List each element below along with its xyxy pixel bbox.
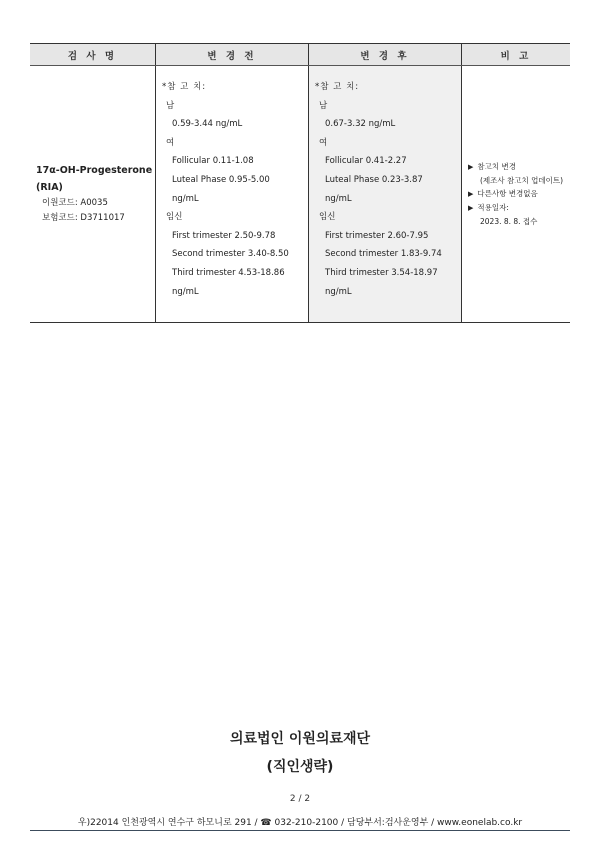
before-ref-female-unit: ng/mL (172, 193, 199, 204)
header-after: 변 경 후 (308, 44, 461, 65)
after-ref-third-trimester: Third trimester 3.54-18.97 (325, 267, 438, 278)
before-ref-male-label: 남 (166, 100, 175, 111)
triangle-bullet-icon: ▶ (468, 204, 474, 212)
before-ref-follicular: Follicular 0.11-1.08 (172, 156, 254, 167)
before-ref-luteal: Luteal Phase 0.95-5.00 (172, 174, 270, 185)
footer-contact: 우)22014 인천광역시 연수구 하모니로 291 / ☎ 032-210-2100 / 담당부서:검사운영부 / www.eonelab.co.kr (77, 818, 523, 828)
before-ref-pregnancy-unit: ng/mL (172, 286, 199, 297)
remark-subtext: (제조사 참고치 업데이트) (480, 176, 564, 185)
remark-effective-date: 2023. 8. 8. 접수 (480, 217, 538, 226)
before-ref-first-trimester: First trimester 2.50-9.78 (172, 230, 276, 241)
organization-name: 의료법인 이원의료재단 (229, 731, 371, 747)
test-name: 17α-OH-Progesterone (36, 165, 153, 176)
after-ref-pregnancy-label: 임신 (319, 212, 336, 223)
triangle-bullet-icon: ▶ (468, 163, 474, 171)
test-name-cell (30, 66, 155, 322)
remark-text: 참고치 변경 (477, 162, 516, 171)
seal-omitted-note: (직인생략) (266, 759, 334, 775)
table-header-row (30, 44, 570, 66)
footer-divider (30, 830, 570, 831)
page-number: 2 / 2 (289, 794, 311, 804)
insurance-code: 보험코드: D3711017 (42, 213, 125, 223)
after-ref-second-trimester: Second trimester 1.83-9.74 (325, 249, 442, 260)
remark-text: 다른사항 변경없음 (477, 189, 538, 198)
after-ref-male-label: 남 (319, 100, 328, 111)
before-ref-male-range: 0.59-3.44 ng/mL (172, 119, 243, 130)
eone-code: 이원코드: A0035 (42, 198, 108, 208)
before-ref-second-trimester: Second trimester 3.40-8.50 (172, 249, 289, 260)
header-before: 변 경 전 (155, 44, 308, 65)
remark-item (468, 160, 570, 174)
remark-item (468, 201, 570, 215)
test-method: (RIA) (36, 182, 63, 193)
after-ref-follicular: Follicular 0.41-2.27 (325, 156, 407, 167)
after-ref-female-unit: ng/mL (325, 193, 352, 204)
header-remarks: 비 고 (461, 44, 570, 65)
before-ref-pregnancy-label: 임신 (166, 212, 183, 223)
after-ref-luteal: Luteal Phase 0.23-3.87 (325, 174, 423, 185)
after-ref-male-range: 0.67-3.32 ng/mL (325, 119, 396, 130)
before-ref-female-label: 여 (166, 137, 175, 148)
remark-text: 적용일자: (477, 203, 509, 212)
before-ref-third-trimester: Third trimester 4.53-18.86 (172, 267, 285, 278)
header-test-name: 검 사 명 (67, 50, 118, 62)
table-row (30, 66, 570, 322)
after-reference-cell (308, 66, 461, 322)
triangle-bullet-icon: ▶ (468, 190, 474, 198)
before-ref-heading: *참 고 치: (162, 82, 207, 92)
remarks-cell (461, 66, 570, 322)
remark-item (468, 187, 570, 201)
before-reference-cell (155, 66, 308, 322)
change-notice-table (30, 43, 570, 323)
after-ref-pregnancy-unit: ng/mL (325, 286, 352, 297)
after-ref-female-label: 여 (319, 137, 328, 148)
after-ref-first-trimester: First trimester 2.60-7.95 (325, 230, 429, 241)
after-ref-heading: *참 고 치: (315, 82, 360, 92)
